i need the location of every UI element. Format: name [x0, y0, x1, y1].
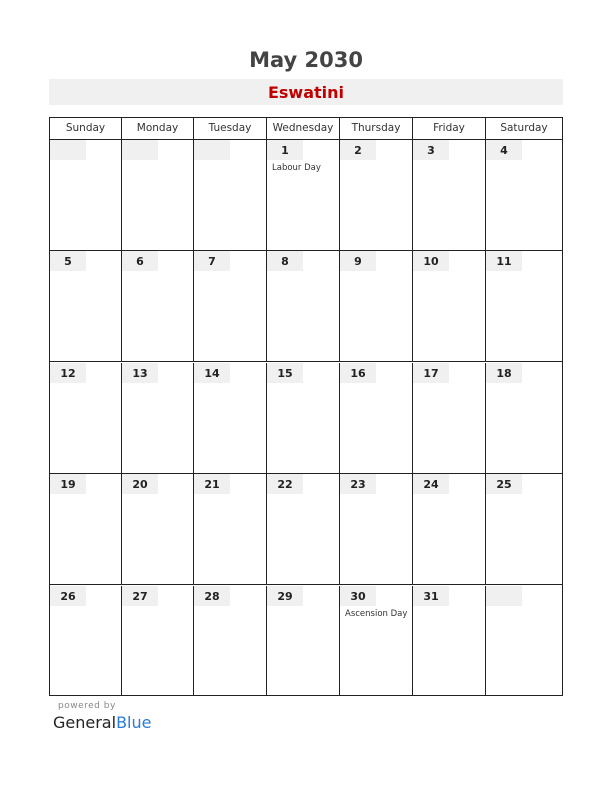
country-name: Eswatini: [267, 83, 345, 102]
day-number: 1: [267, 140, 303, 160]
day-cell[interactable]: [267, 474, 340, 584]
day-number: 27: [122, 586, 158, 606]
day-cell[interactable]: [486, 140, 562, 250]
day-number: 15: [267, 363, 303, 383]
weekday-header-wednesday: Wednesday: [267, 118, 340, 139]
day-cell[interactable]: [122, 586, 194, 696]
day-number: [194, 140, 230, 160]
weekday-header-saturday: Saturday: [500, 122, 548, 134]
generalblue-logo[interactable]: [53, 713, 151, 732]
day-number: 24: [413, 474, 449, 494]
powered-by-text: powered by: [58, 701, 116, 711]
week-row: [50, 474, 562, 585]
day-cell[interactable]: [413, 140, 486, 250]
day-number: 16: [340, 363, 376, 383]
day-cell[interactable]: [340, 140, 413, 250]
day-number: 14: [194, 363, 230, 383]
page-title: May 2030: [249, 48, 363, 72]
day-number: 18: [486, 363, 522, 383]
day-cell[interactable]: [122, 251, 194, 361]
weekday-header-friday: Friday: [413, 118, 486, 139]
week-row: [50, 586, 562, 697]
holiday-label: Ascension Day: [345, 608, 408, 619]
day-cell[interactable]: [486, 586, 562, 696]
brand-blue-text: Blue: [116, 713, 152, 732]
day-cell[interactable]: [194, 474, 267, 584]
day-cell[interactable]: [122, 140, 194, 250]
day-number: 13: [122, 363, 158, 383]
week-row: [50, 140, 562, 251]
brand-general-text: General: [53, 713, 117, 732]
day-number: [122, 140, 158, 160]
day-cell[interactable]: [267, 363, 340, 473]
day-number: 31: [413, 586, 449, 606]
day-cell[interactable]: [486, 474, 562, 584]
day-cell[interactable]: [122, 474, 194, 584]
day-cell[interactable]: [340, 474, 413, 584]
day-number: 29: [267, 586, 303, 606]
day-cell[interactable]: [486, 251, 562, 361]
day-number: 28: [194, 586, 230, 606]
country-banner: [49, 79, 563, 105]
day-number: 12: [50, 363, 86, 383]
day-number: 17: [413, 363, 449, 383]
weekday-header-row: [50, 118, 562, 140]
calendar-grid: [49, 117, 563, 696]
day-number: 8: [267, 251, 303, 271]
day-cell[interactable]: [194, 586, 267, 696]
week-row: [50, 363, 562, 474]
day-number: 6: [122, 251, 158, 271]
day-cell[interactable]: [413, 251, 486, 361]
day-number: 9: [340, 251, 376, 271]
day-number: 23: [340, 474, 376, 494]
day-number: 7: [194, 251, 230, 271]
day-number: 19: [50, 474, 86, 494]
weekday-header-thursday: Thursday: [340, 118, 413, 139]
holiday-label: Labour Day: [272, 163, 321, 173]
day-cell[interactable]: [413, 363, 486, 473]
day-number: 30: [340, 586, 376, 606]
day-cell[interactable]: [194, 140, 267, 250]
day-cell[interactable]: [340, 586, 413, 696]
day-number: 10: [413, 251, 449, 271]
day-number: 20: [122, 474, 158, 494]
day-cell[interactable]: [50, 586, 122, 696]
day-cell[interactable]: [194, 363, 267, 473]
day-cell[interactable]: [340, 363, 413, 473]
day-number: 11: [486, 251, 522, 271]
day-number: 4: [486, 140, 522, 160]
day-number: 21: [194, 474, 230, 494]
day-cell[interactable]: [50, 140, 122, 250]
day-cell[interactable]: [486, 363, 562, 473]
weekday-header-tuesday: Tuesday: [194, 118, 267, 139]
day-number: [50, 140, 86, 160]
day-cell[interactable]: [194, 251, 267, 361]
weekday-header-sunday: Sunday: [50, 118, 122, 139]
day-number: 25: [486, 474, 522, 494]
day-cell[interactable]: [122, 363, 194, 473]
day-number: [486, 586, 522, 606]
day-cell[interactable]: [267, 140, 340, 250]
day-cell[interactable]: [50, 251, 122, 361]
day-cell[interactable]: [340, 251, 413, 361]
day-number: 26: [50, 586, 86, 606]
weekday-header-monday: Monday: [122, 118, 194, 139]
week-row: [50, 251, 562, 362]
day-number: 5: [50, 251, 86, 271]
day-number: 22: [267, 474, 303, 494]
day-cell[interactable]: [50, 363, 122, 473]
day-cell[interactable]: [267, 586, 340, 696]
day-cell[interactable]: [50, 474, 122, 584]
day-number: 3: [413, 140, 449, 160]
day-cell[interactable]: [267, 251, 340, 361]
day-cell[interactable]: [413, 586, 486, 696]
day-number: 2: [340, 140, 376, 160]
day-cell[interactable]: [413, 474, 486, 584]
